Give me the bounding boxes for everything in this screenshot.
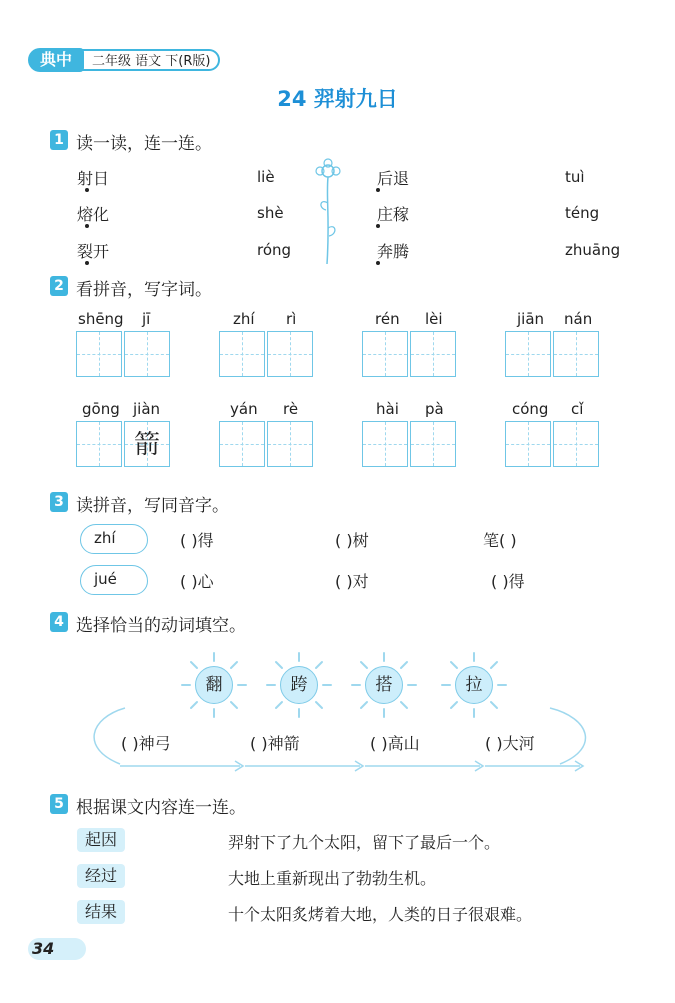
s3-pinyin: zhí bbox=[94, 529, 116, 547]
s1-left-word: 射日 bbox=[77, 169, 110, 188]
s3-blank[interactable]: ( )得 bbox=[180, 531, 214, 550]
s1-left-pinyin: shè bbox=[257, 204, 284, 222]
s4-blank[interactable]: ( )大河 bbox=[485, 734, 535, 753]
s4-blank[interactable]: ( )神箭 bbox=[250, 734, 300, 753]
book-label: 二年级 语文 下(R版) bbox=[80, 49, 220, 71]
s2-pinyin: hài bbox=[376, 400, 399, 418]
s5-sentence: 十个太阳炙烤着大地，人类的日子很艰难。 bbox=[228, 905, 533, 924]
section-2-number: 2 bbox=[50, 276, 68, 296]
writing-cell[interactable] bbox=[124, 421, 170, 467]
section-3-number: 3 bbox=[50, 492, 68, 512]
connect-dot[interactable] bbox=[376, 261, 380, 265]
writing-cell[interactable] bbox=[410, 331, 456, 377]
connect-dot[interactable] bbox=[376, 188, 380, 192]
s1-right-pinyin: tuì bbox=[565, 168, 585, 186]
connect-dot[interactable] bbox=[85, 188, 89, 192]
s5-sentence: 羿射下了九个太阳，留下了最后一个。 bbox=[228, 833, 501, 852]
s4-blank[interactable]: ( )神弓 bbox=[121, 734, 171, 753]
s2-pinyin: jiān bbox=[517, 310, 545, 328]
s2-pinyin: rè bbox=[283, 400, 299, 418]
s1-right-pinyin: téng bbox=[565, 204, 600, 222]
section-5-number: 5 bbox=[50, 794, 68, 814]
section-4-title: 选择恰当的动词填空。 bbox=[76, 616, 246, 636]
page-number: 34 bbox=[32, 939, 55, 958]
s2-pinyin: shēng bbox=[78, 310, 124, 328]
s3-blank[interactable]: 笔( ) bbox=[483, 531, 517, 550]
s2-pinyin: jī bbox=[142, 310, 151, 328]
connect-dot[interactable] bbox=[85, 261, 89, 265]
writing-cell[interactable] bbox=[553, 331, 599, 377]
s3-pinyin: jué bbox=[94, 570, 117, 588]
writing-cell[interactable] bbox=[76, 421, 122, 467]
word-option[interactable]: 翻 bbox=[195, 666, 233, 704]
s1-left-word: 熔化 bbox=[77, 205, 110, 224]
s2-pinyin: lèi bbox=[425, 310, 443, 328]
flower-divider-icon bbox=[312, 158, 344, 268]
s2-pinyin: pà bbox=[425, 400, 444, 418]
s1-left-pinyin: liè bbox=[257, 168, 275, 186]
s2-pinyin: zhí bbox=[233, 310, 255, 328]
s2-pinyin: jiàn bbox=[133, 400, 161, 418]
page-number-badge bbox=[28, 938, 86, 960]
section-5-title: 根据课文内容连一连。 bbox=[76, 798, 246, 818]
s1-right-word: 奔腾 bbox=[377, 242, 410, 261]
s2-pinyin: gōng bbox=[82, 400, 120, 418]
writing-cell[interactable] bbox=[553, 421, 599, 467]
section-1-title: 读一读，连一连。 bbox=[76, 134, 212, 154]
s2-pinyin: yán bbox=[230, 400, 258, 418]
logo: 典中 bbox=[28, 48, 84, 72]
section-1-number: 1 bbox=[50, 130, 68, 150]
connect-dot[interactable] bbox=[376, 224, 380, 228]
writing-cell[interactable] bbox=[219, 331, 265, 377]
s3-blank[interactable]: ( )树 bbox=[335, 531, 369, 550]
writing-cell[interactable] bbox=[410, 421, 456, 467]
writing-cell[interactable] bbox=[124, 331, 170, 377]
s1-right-word: 后退 bbox=[377, 169, 410, 188]
section-4-number: 4 bbox=[50, 612, 68, 632]
s2-pinyin: cǐ bbox=[571, 400, 584, 418]
writing-cell[interactable] bbox=[505, 331, 551, 377]
word-option[interactable]: 跨 bbox=[280, 666, 318, 704]
s1-left-pinyin: róng bbox=[257, 241, 292, 259]
s3-blank[interactable]: ( )心 bbox=[180, 572, 214, 591]
stage-label: 结果 bbox=[77, 900, 125, 924]
stage-label: 起因 bbox=[77, 828, 125, 852]
s1-left-word: 裂开 bbox=[77, 242, 110, 261]
stage-label: 经过 bbox=[77, 864, 125, 888]
section-3-title: 读拼音，写同音字。 bbox=[76, 496, 229, 516]
s2-pinyin: rén bbox=[375, 310, 400, 328]
s1-right-word: 庄稼 bbox=[377, 205, 410, 224]
section-2-title: 看拼音，写字词。 bbox=[76, 280, 212, 300]
page-title: 24 羿射九日 bbox=[277, 87, 398, 111]
s2-pinyin: cóng bbox=[512, 400, 549, 418]
connect-dot[interactable] bbox=[85, 224, 89, 228]
s2-pinyin: rì bbox=[286, 310, 297, 328]
s3-blank[interactable]: ( )对 bbox=[335, 572, 369, 591]
writing-cell[interactable] bbox=[219, 421, 265, 467]
writing-cell[interactable] bbox=[267, 331, 313, 377]
writing-cell[interactable] bbox=[267, 421, 313, 467]
prefilled-char: 箭 bbox=[133, 430, 160, 460]
word-bank-frame bbox=[80, 648, 600, 773]
s1-right-pinyin: zhuāng bbox=[565, 241, 621, 259]
word-option[interactable]: 搭 bbox=[365, 666, 403, 704]
writing-cell[interactable] bbox=[76, 331, 122, 377]
s4-blank[interactable]: ( )高山 bbox=[370, 734, 420, 753]
word-option[interactable]: 拉 bbox=[455, 666, 493, 704]
s3-blank[interactable]: ( )得 bbox=[491, 572, 525, 591]
writing-cell[interactable] bbox=[362, 421, 408, 467]
s5-sentence: 大地上重新现出了勃勃生机。 bbox=[228, 869, 437, 888]
writing-cell[interactable] bbox=[362, 331, 408, 377]
s2-pinyin: nán bbox=[564, 310, 593, 328]
writing-cell[interactable] bbox=[505, 421, 551, 467]
